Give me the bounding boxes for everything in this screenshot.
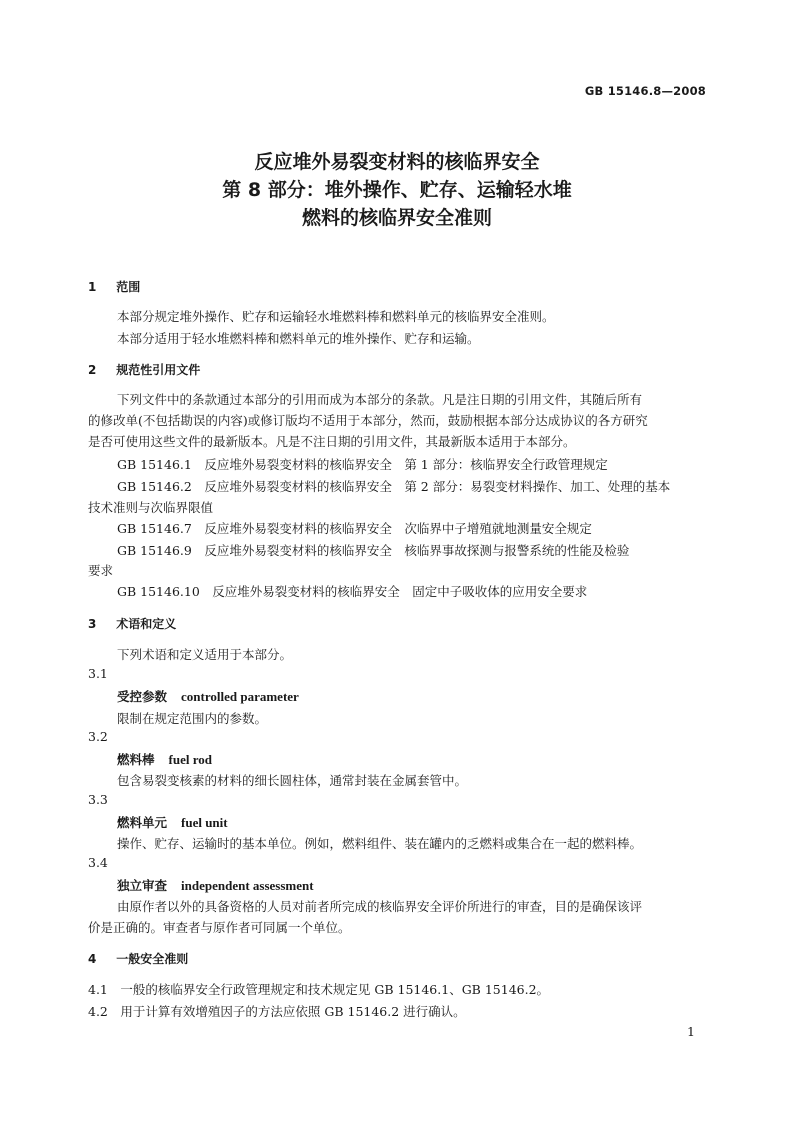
term-definition: 操作、贮存、运输时的基本单位。例如，燃料组件、装在罐内的乏燃料或集合在一起的燃料棒。	[117, 836, 643, 851]
clause-item: 4.1 一般的核临界安全行政管理规定和技术规定见 GB 15146.1、GB 15146.2。	[88, 982, 550, 997]
reference-item: GB 15146.10 反应堆外易裂变材料的核临界安全 固定中子吸收体的应用安全要求	[117, 584, 588, 599]
term-entry	[117, 813, 228, 831]
standard-code: GB 15146.8—2008	[584, 84, 706, 98]
term-definition: 限制在规定范围内的参数。	[117, 711, 268, 726]
reference-item-continued: 技术准则与次临界限值	[88, 500, 214, 515]
term-english: independent assessment	[181, 878, 314, 893]
term-english: fuel unit	[181, 815, 228, 830]
title-line-3: 燃料的核临界安全准则	[301, 207, 492, 229]
term-definition-continued: 价是正确的。审查者与原作者可同属一个单位。	[88, 920, 351, 935]
term-english: controlled parameter	[181, 689, 299, 704]
paragraph: 下列术语和定义适用于本部分。	[117, 647, 293, 662]
term-entry	[117, 876, 314, 894]
title-line-2: 第 8 部分：堆外操作、贮存、运输轻水堆	[222, 179, 572, 201]
section-2-heading	[88, 361, 200, 378]
term-definition: 由原作者以外的具备资格的人员对前者所完成的核临界安全评价所进行的审查，目的是确保该评	[117, 899, 643, 914]
term-chinese: 独立审查	[117, 878, 168, 893]
clause-item: 4.2 用于计算有效增殖因子的方法应依照 GB 15146.2 进行确认。	[88, 1004, 466, 1019]
section-4-heading	[88, 950, 188, 967]
section-number: 4	[88, 952, 97, 966]
term-chinese: 燃料棒	[117, 752, 155, 767]
reference-item-continued: 要求	[88, 563, 114, 578]
term-entry	[117, 687, 299, 705]
page-number: 1	[687, 1024, 695, 1039]
paragraph-line: 是否可使用这些文件的最新版本。凡是不注日期的引用文件，其最新版本适用于本部分。	[88, 434, 576, 449]
section-number: 3	[88, 617, 97, 631]
paragraph-line: 下列文件中的条款通过本部分的引用而成为本部分的条款。凡是注日期的引用文件，其随后所有	[117, 392, 643, 407]
paragraph: 本部分规定堆外操作、贮存和运输轻水堆燃料棒和燃料单元的核临界安全准则。	[117, 309, 555, 324]
section-1-heading	[88, 278, 140, 295]
title-line-1: 反应堆外易裂变材料的核临界安全	[254, 151, 540, 173]
paragraph: 本部分适用于轻水堆燃料棒和燃料单元的堆外操作、贮存和运输。	[117, 331, 480, 346]
term-chinese: 燃料单元	[117, 815, 168, 830]
term-chinese: 受控参数	[117, 689, 168, 704]
section-number: 2	[88, 363, 97, 377]
term-entry	[117, 750, 212, 768]
section-number: 1	[88, 280, 97, 294]
section-title: 范围	[116, 280, 141, 294]
clause-number: 3.4	[88, 855, 108, 870]
section-title: 一般安全准则	[116, 952, 189, 966]
reference-item: GB 15146.2 反应堆外易裂变材料的核临界安全 第 2 部分：易裂变材料操作、加工、处理的基本	[117, 479, 671, 494]
reference-item: GB 15146.1 反应堆外易裂变材料的核临界安全 第 1 部分：核临界安全行政管理规定	[117, 457, 608, 472]
section-title: 规范性引用文件	[116, 363, 201, 377]
section-3-heading	[88, 615, 176, 632]
term-definition: 包含易裂变核素的材料的细长圆柱体，通常封装在金属套管中。	[117, 773, 468, 788]
clause-number: 3.3	[88, 792, 108, 807]
clause-number: 3.1	[88, 666, 108, 681]
section-title: 术语和定义	[116, 617, 177, 631]
paragraph-line: 的修改单(不包括勘误的内容)或修订版均不适用于本部分，然而，鼓励根据本部分达成协议的各方研究	[88, 413, 648, 428]
clause-number: 3.2	[88, 729, 108, 744]
reference-item: GB 15146.9 反应堆外易裂变材料的核临界安全 核临界事故探测与报警系统的性能及检验	[117, 543, 630, 558]
term-english: fuel rod	[168, 752, 212, 767]
document-title	[0, 148, 794, 232]
reference-item: GB 15146.7 反应堆外易裂变材料的核临界安全 次临界中子增殖就地测量安全规定	[117, 521, 592, 536]
